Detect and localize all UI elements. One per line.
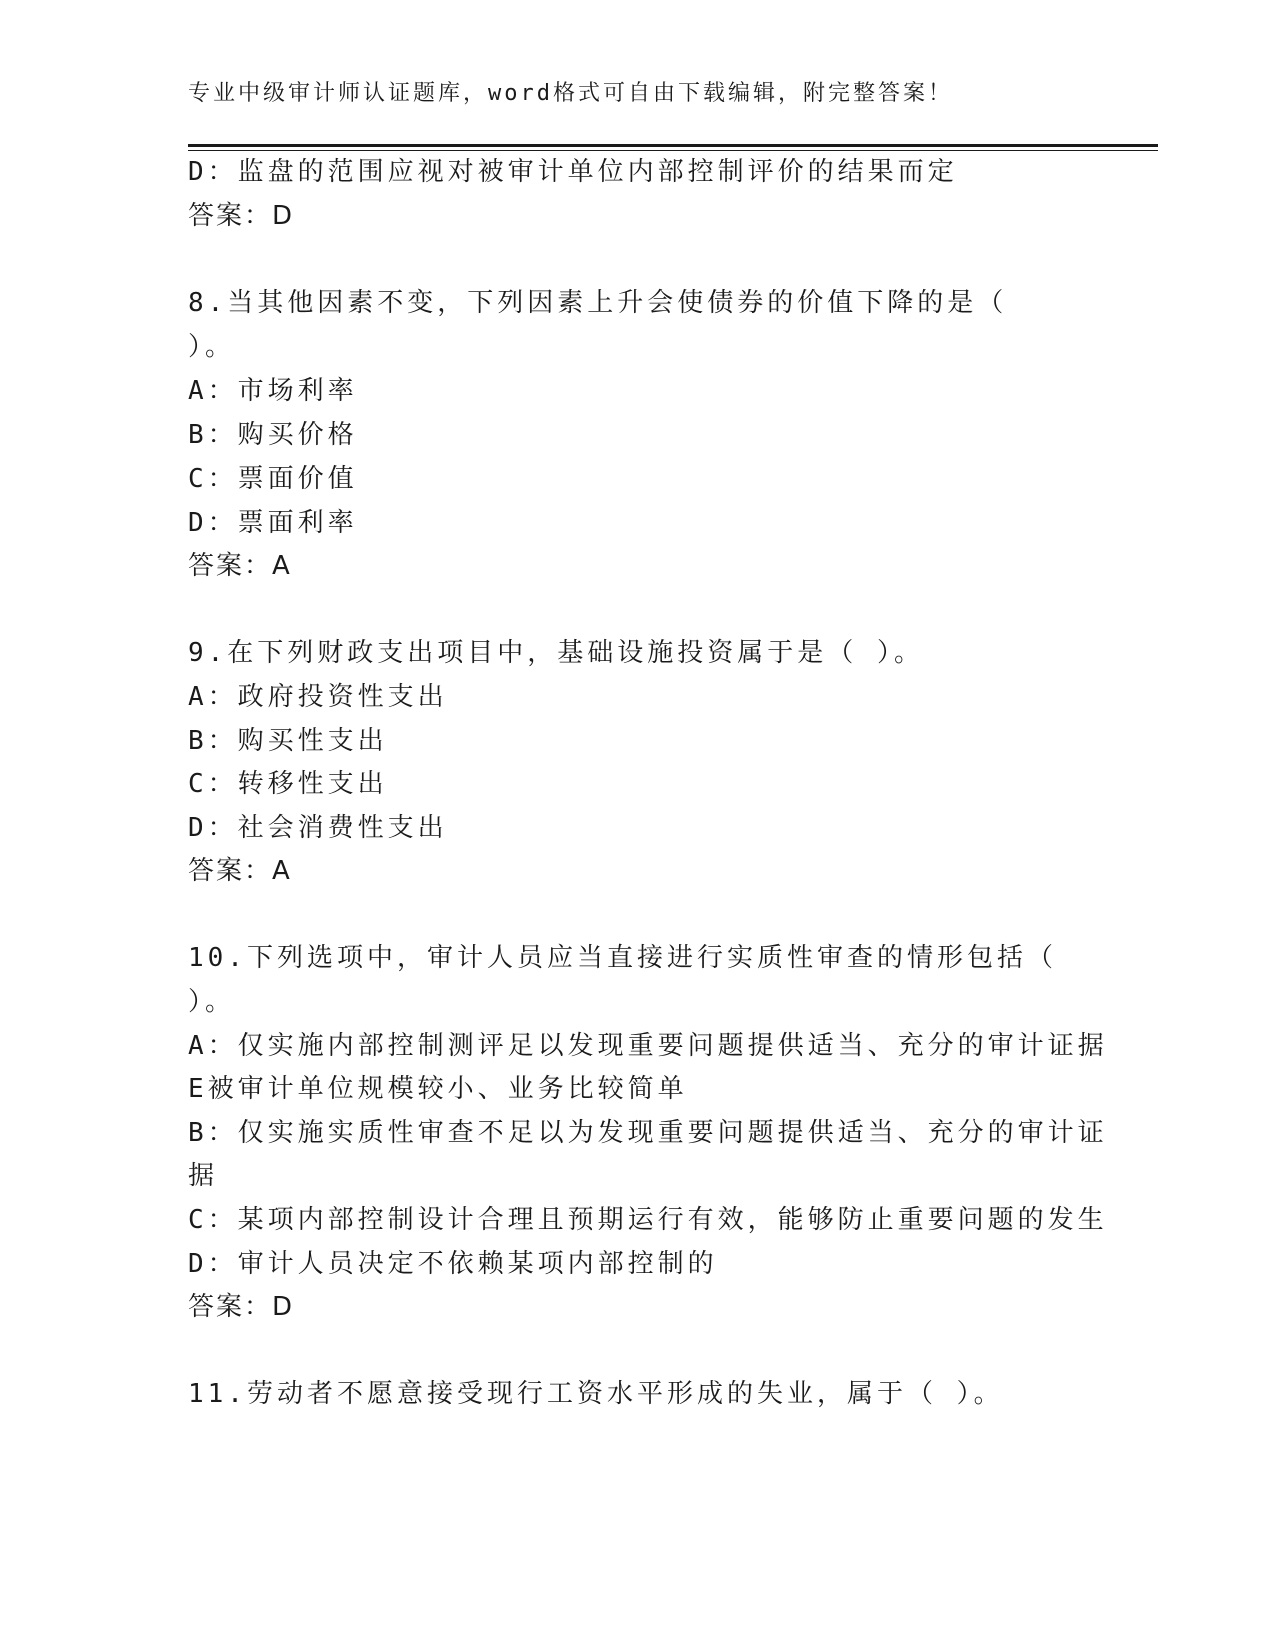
option-c: C：某项内部控制设计合理且预期运行有效，能够防止重要问题的发生 (188, 1205, 1108, 1235)
question-stem: 8.当其他因素不变，下列因素上升会使债券的价值下降的是（ (188, 288, 1008, 318)
option-b: B：仅实施实质性审查不足以为发现重要问题提供适当、充分的审计证 (188, 1118, 1108, 1148)
option-d: D：监盘的范围应视对被审计单位内部控制评价的结果而定 (188, 157, 958, 187)
option-b-continued: 据 (188, 1161, 219, 1191)
question-stem: 10.下列选项中，审计人员应当直接进行实质性审查的情形包括（ (188, 943, 1057, 973)
option-b: B：购买价格 (188, 420, 358, 450)
option-a: A：市场利率 (188, 376, 358, 406)
header-rule-thin (188, 150, 1158, 151)
question-stem: 9.在下列财政支出项目中，基础设施投资属于是（ ）。 (188, 638, 924, 668)
header-rule-thick (188, 144, 1158, 147)
option-c: C：票面价值 (188, 464, 358, 494)
page-header: 专业中级审计师认证题库，word格式可自由下载编辑，附完整答案！ (188, 81, 953, 106)
question-stem: ）。 (188, 987, 236, 1017)
option-a: A：政府投资性支出 (188, 682, 448, 712)
answer: 答案：D (188, 201, 295, 231)
answer: 答案：A (188, 551, 292, 581)
option-c: C：转移性支出 (188, 769, 388, 799)
option-d: D：社会消费性支出 (188, 813, 448, 843)
option-d: D：审计人员决定不依赖某项内部控制的 (188, 1249, 718, 1279)
option-a: A：仅实施内部控制测评足以发现重要问题提供适当、充分的审计证据 (188, 1031, 1108, 1061)
option-b: B：购买性支出 (188, 726, 388, 756)
question-stem: ）。 (188, 332, 236, 362)
answer: 答案：A (188, 856, 292, 886)
option-d: D：票面利率 (188, 508, 358, 538)
question-stem: 11.劳动者不愿意接受现行工资水平形成的失业，属于（ ）。 (188, 1379, 1004, 1409)
answer: 答案：D (188, 1292, 295, 1322)
option-e: E被审计单位规模较小、业务比较简单 (188, 1074, 688, 1104)
